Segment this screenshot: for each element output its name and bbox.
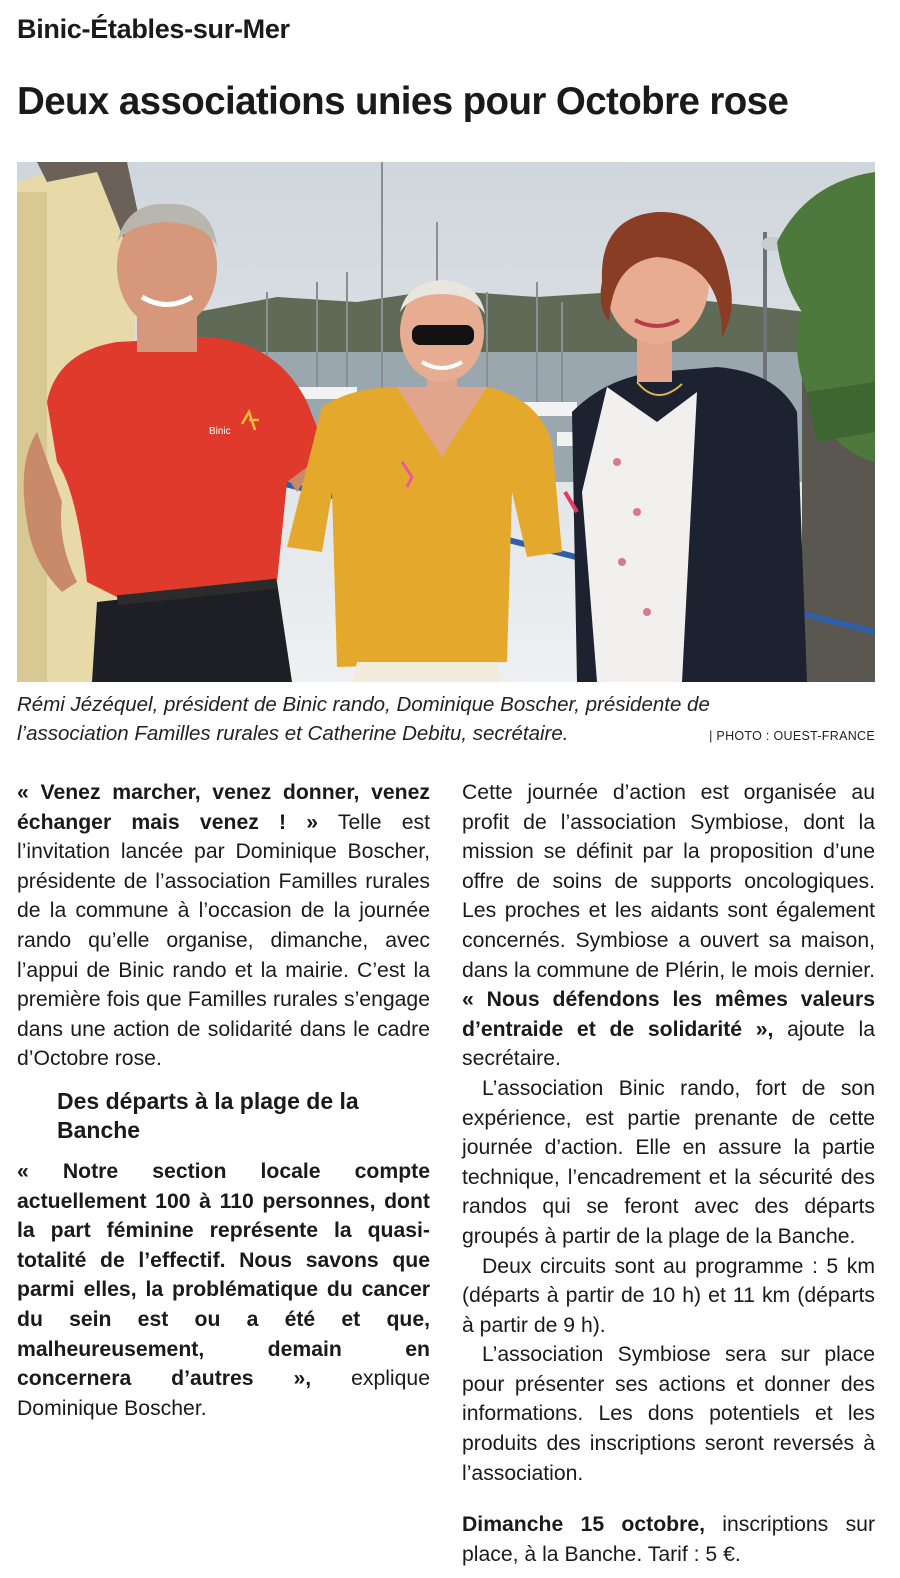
section-kicker: Binic-Étables-sur-Mer (17, 14, 290, 44)
section-quote: « Notre section locale compte actuellement 100 à 110 personnes, dont la part féminine représente la quasi-totalité de l’effectif. Nous savons que parmi elles, la problématique du cancer du sein est ou a été et que, malheureusement, demain en concernera d’autres », (17, 1159, 430, 1391)
article-column-left (17, 778, 430, 1423)
paragraph-dons: L’association Symbiose sera sur place pour présenter ses actions et donner des informations. Les dons potentiels et les produits des inscriptions seront reversés à l’association. (462, 1343, 875, 1485)
article-column-right (462, 778, 875, 1569)
paragraph-quote (17, 1157, 430, 1423)
paragraph-circuits: Deux circuits sont au programme : 5 km (départs à partir de 10 h) et 11 km (départs à partir de 9 h). (462, 1254, 875, 1337)
subheading: Des départs à la plage de la Banche (57, 1087, 359, 1143)
shirt-logo: Binic (209, 426, 231, 437)
paragraph-symbiose (462, 778, 875, 1074)
event-date: Dimanche 15 octobre, (462, 1513, 705, 1537)
paragraph-intro (17, 778, 430, 1074)
spacer (462, 1488, 875, 1510)
photo-credit: | PHOTO : OUEST-FRANCE (709, 729, 875, 743)
photo-illustration (17, 162, 875, 682)
secretary-attribution: ajoute la secrétaire. (462, 1017, 875, 1071)
secretary-quote: « Nous défendons les mêmes valeurs d’entraide et de solidarité », (462, 988, 875, 1041)
event-details: inscriptions sur place, à la Banche. Tarif : 5 €. (462, 1513, 875, 1566)
intro-quote: « Venez marcher, venez donner, venez échanger mais venez ! » (17, 781, 430, 834)
article-headline: Deux associations unies pour Octobre rose (17, 80, 789, 123)
practical-info (462, 1510, 875, 1569)
quote-attribution: explique Dominique Boscher. (17, 1367, 430, 1420)
symbiose-text: Cette journée d’action est organisée au profit de l’association Symbiose, dont la mission se définit par la proposition d’une offre de soins de supports oncologiques. Les proches et les aidants sont également concernés. Symbiose a ouvert sa maison, dans la commune de Plérin, le mois dernier. (462, 781, 875, 982)
photo-caption: Rémi Jézéquel, président de Binic rando, Dominique Boscher, présidente de l’association Familles rurales et Catherine Debitu, secrétaire. (17, 693, 710, 745)
paragraph-binic-rando: L’association Binic rando, fort de son expérience, est partie prenante de cette journée d’action. Elle en assure la partie technique, l’encadrement et la sécurité des randos qui se feront avec des départs groupés à partir de la plage de la Banche. (462, 1076, 875, 1248)
intro-text: Telle est l’invitation lancée par Dominique Boscher, présidente de l’association Familles rurales de la commune à l’occasion de la journée rando qu’elle organise, dimanche, avec l’appui de Binic rando et la mairie. C’est la première fois que Familles rurales s’engage dans une action de solidarité dans le cadre d’Octobre rose. (17, 810, 430, 1071)
article-photo (17, 162, 875, 682)
